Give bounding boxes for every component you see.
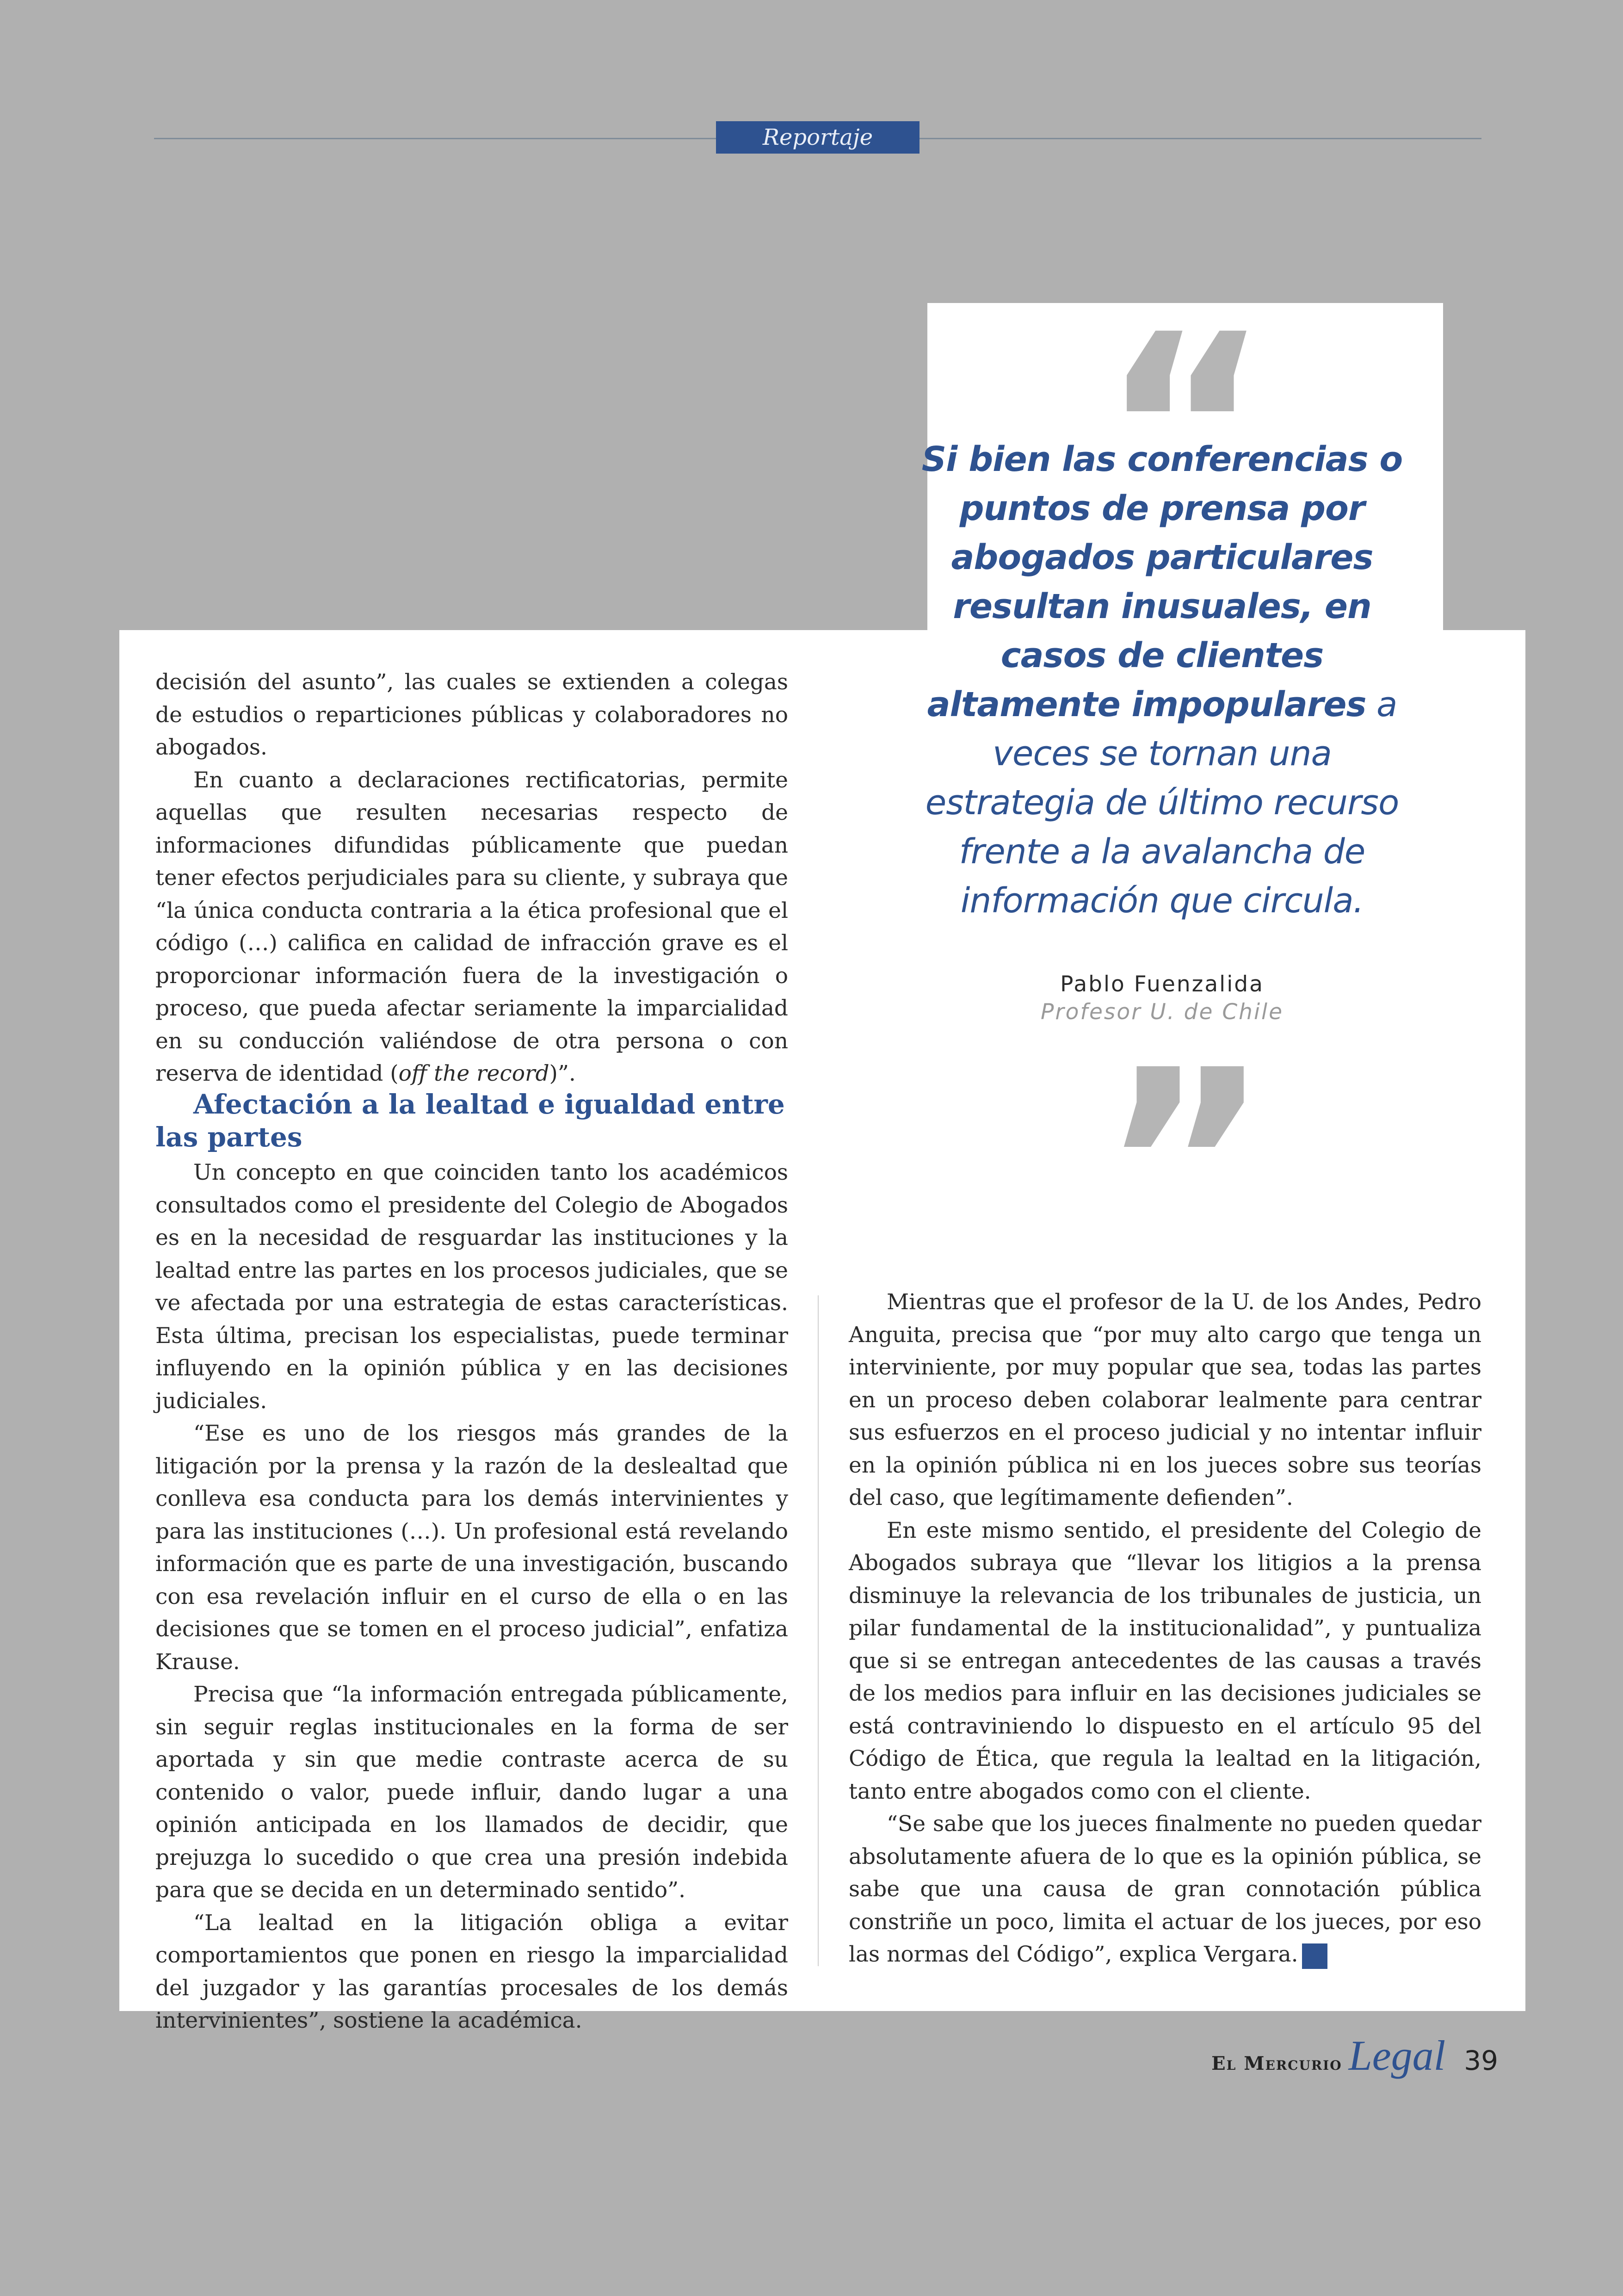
- brand-name: El Mercurio: [1211, 2053, 1342, 2074]
- end-mark-icon: L: [1302, 1943, 1327, 1969]
- paragraph: En este mismo sentido, el presidente del Colegio de Abogados subraya que “llevar los litigios a la prensa disminuye la relevancia de los tribunales de justicia, un pilar fundamental de la institucionalidad”, y puntualiza que si se entregan antecedentes de las causas a través de los medios para influir en las decisiones judiciales se está contraviniendo lo dispuesto en el artículo 95 del Código de Ética, que regula la lealtad en la litigación, tanto entre abogados como con el cliente.: [849, 1517, 1481, 1804]
- paragraph: “La lealtad en la litigación obliga a evitar comportamientos que ponen en riesgo la imparcialidad del juzgador y las garantías procesales de los demás intervinientes”, sostiene la académica.: [155, 1910, 788, 2033]
- section-label: Reportaje: [716, 121, 919, 154]
- quote-author: Pablo Fuenzalida: [1060, 972, 1264, 997]
- paragraph: Un concepto en que coinciden tanto los académicos consultados como el presidente del Colegio de Abogados es en la necesidad de resguardar las instituciones y la lealtad entre las partes en los procesos judiciales, que se ve afectada por una estrategia de estas características. Esta última, precisan los especialistas, puede terminar influyendo en la opinión pública y en las decisiones judiciales.: [155, 1160, 788, 1414]
- paragraph: “Se sabe que los jueces finalmente no pueden quedar absolutamente afuera de lo que es la opinión pública, se sabe que una causa de gran connotación pública constriñe un poco, limita el actuar de los jueces, por eso las normas del Código”, explica Vergara. L: [849, 1811, 1481, 1968]
- paragraph: En cuanto a declaraciones rectificatorias, permite aquellas que resulten necesarias respecto de informaciones difundidas públicamente que puedan tener efectos perjudiciales para su cliente, y subraya que “la única conducta contraria a la ética profesional que el código (…) califica en calidad de infracción grave es el proporcionar información fuera de la investigación o proceso, que pueda afectar seriamente la imparcialidad en su conducción valiéndose de otra persona o con reserva de identidad (off the record)”.: [155, 767, 788, 1086]
- paragraph: Mientras que el profesor de la U. de los Andes, Pedro Anguita, precisa que “por muy alto cargo que tenga un interviniente, por muy popular que sea, todas las partes en un proceso deben colaborar lealmente para centrar sus esfuerzos en el proceso judicial y no intentar influir en la opinión pública ni en los jueces sobre sus teorías del caso, que legítimamente defienden”.: [849, 1289, 1481, 1510]
- right-column: [849, 1286, 1481, 1971]
- brand-legal: Legal: [1348, 2032, 1446, 2079]
- left-column-bottom: [155, 1157, 788, 2037]
- page-number: 39: [1464, 2045, 1498, 2076]
- article-subheading: Afectación a la lealtad e igualdad entre las partes: [155, 1089, 785, 1153]
- close-quote-icon: [927, 1055, 1443, 1170]
- pullquote-regular: a veces se tornan una estrategia de último recurso frente a la avalancha de información que circula.: [925, 685, 1399, 921]
- left-column-top: [155, 666, 788, 1090]
- pullquote-text: [920, 435, 1404, 925]
- pullquote-bold: Si bien las conferencias o puntos de prensa por abogados particulares resultan inusuales, en casos de clientes altamente impopulares: [921, 439, 1403, 724]
- page-footer: [1211, 2031, 1498, 2082]
- column-divider: [818, 1295, 819, 1966]
- paragraph: Precisa que “la información entregada públicamente, sin seguir reglas institucionales en la forma de ser aportada y sin que medie contraste acerca de su contenido o valor, puede influir, dando lugar a una opinión anticipada en los llamados de decidir, que prejuzga lo sucedido o que crea una presión indebida para que se decida en un determinado sentido”.: [155, 1682, 788, 1903]
- paragraph: “Ese es uno de los riesgos más grandes de la litigación por la prensa y la razón de la deslealtad que conlleva esa conducta para los demás intervinientes y para las instituciones (…). Un profesional está revelando información que es parte de una investigación, buscando con esa revelación influir en el curso de ella o en las decisiones que se tomen en el proceso judicial”, enfatiza Krause.: [155, 1421, 788, 1675]
- paragraph: decisión del asunto”, las cuales se extienden a colegas de estudios o reparticiones públicas y colaboradores no abogados.: [155, 669, 788, 760]
- italic-phrase: off the record: [398, 1061, 549, 1086]
- open-quote-icon: [927, 319, 1443, 435]
- quote-role: Profesor U. de Chile: [1041, 999, 1284, 1025]
